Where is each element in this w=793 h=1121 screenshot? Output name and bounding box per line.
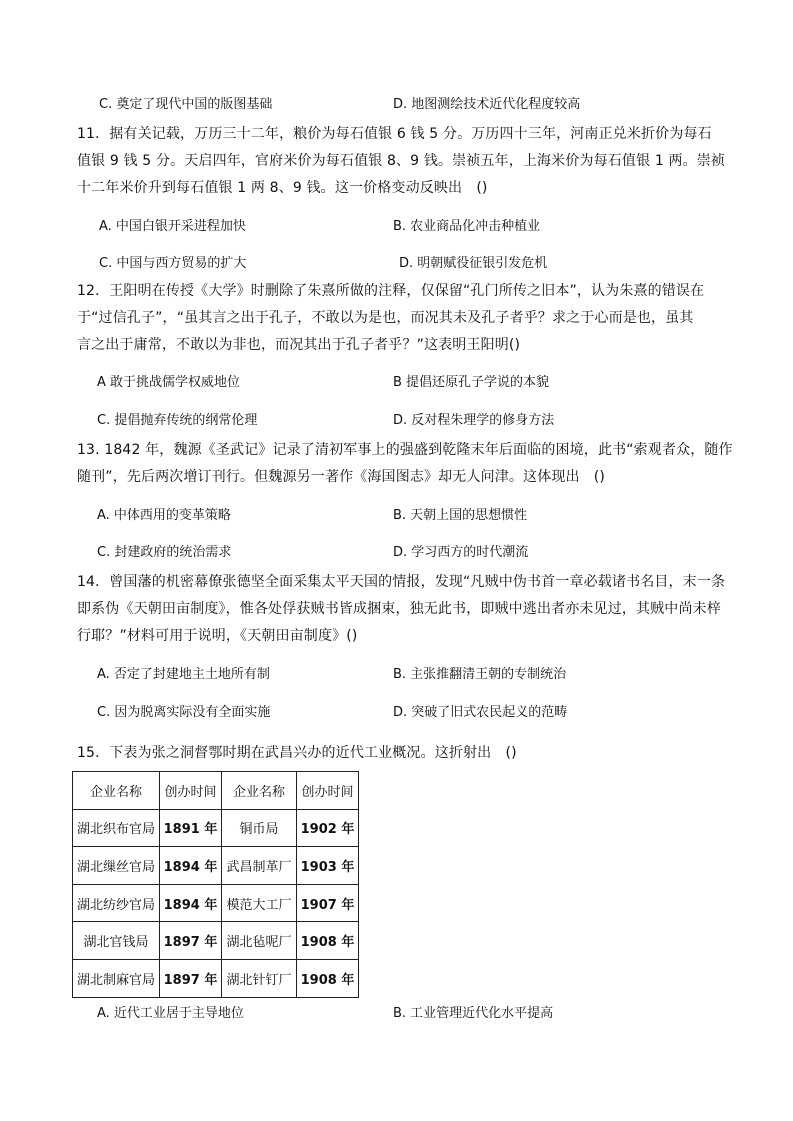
- q15-option-a: A. 近代工业居于主导地位: [97, 1006, 244, 1021]
- q10-option-c: C. 奠定了现代中国的版图基础: [99, 97, 273, 112]
- table-row: [73, 809, 359, 847]
- table-cell: 湖北织布官局: [73, 809, 160, 847]
- table-cell: 湖北缫丝官局: [73, 847, 160, 885]
- table-cell: 武昌制革厂: [222, 847, 297, 885]
- q12-option-d: D. 反对程朱理学的修身方法: [393, 413, 555, 428]
- table-cell: 1897 年: [160, 922, 222, 960]
- q15-stem-line-1: 15．下表为张之洞督鄂时期在武昌兴办的近代工业概况。这折射出 (): [77, 745, 517, 761]
- table-cell: 1908 年: [297, 959, 359, 997]
- q13-option-b: B. 天朝上国的思想惯性: [393, 508, 528, 523]
- table-cell: 湖北官钱局: [73, 922, 160, 960]
- table-row: [73, 847, 359, 885]
- enterprise-table: [72, 771, 359, 998]
- q12-stem-line-1: 12．王阳明在传授《大学》时删除了朱熹所做的注释，仅保留“孔门所传之旧本”，认为朱熹的错误在: [77, 283, 705, 299]
- q14-option-c: C. 因为脱离实际没有全面实施: [97, 705, 271, 720]
- table-cell: 1903 年: [297, 847, 359, 885]
- q14-option-a: A. 否定了封建地主土地所有制: [97, 667, 270, 682]
- table-cell: 湖北制麻官局: [73, 959, 160, 997]
- table-cell: 湖北纺纱官局: [73, 884, 160, 922]
- q14-stem-line-3: 行耶？”材料可用于说明，《天朝田亩制度》(): [77, 628, 358, 644]
- table-cell: 1897 年: [160, 959, 222, 997]
- q12-stem-line-2: 于“过信孔子”，“虽其言之出于孔子，不敢以为是也，而况其未及孔子者乎？求之于心而是也，虽其: [77, 310, 694, 326]
- table-row: [73, 884, 359, 922]
- q13-option-c: C. 封建政府的统治需求: [97, 545, 232, 560]
- q14-option-b: B. 主张推翻清王朝的专制统治: [393, 667, 567, 682]
- table-cell: 模范大工厂: [222, 884, 297, 922]
- table-cell: 1891 年: [160, 809, 222, 847]
- q13-option-a: A. 中体西用的变革策略: [97, 508, 231, 523]
- q12-option-c: C. 提倡抛弃传统的纲常伦理: [97, 413, 258, 428]
- q11-option-b: B. 农业商品化冲击种植业: [393, 219, 541, 234]
- table-header-row: [73, 772, 359, 810]
- q14-option-d: D. 突破了旧式农民起义的范畴: [393, 705, 568, 720]
- table-cell: 湖北针钉厂: [222, 959, 297, 997]
- q13-option-d: D. 学习西方的时代潮流: [393, 545, 529, 560]
- table-cell: 铜币局: [222, 809, 297, 847]
- table-cell: 1894 年: [160, 884, 222, 922]
- q14-stem-line-2: 即系伪《天朝田亩制度》，惟各处俘获贼书皆成捆束，独无此书，即贼中逃出者亦未见过，其贼中尚未梓: [77, 601, 721, 617]
- q11-stem-line-1: 11．据有关记载，万历三十二年，粮价为每石值银 6 钱 5 分。万历四十三年，河南正兑米折价为每石: [77, 126, 712, 142]
- table-row: [73, 922, 359, 960]
- q12-option-a: A 敢于挑战儒学权威地位: [97, 375, 241, 390]
- table-header-cell: 企业名称: [222, 772, 297, 810]
- q11-option-d: D. 明朝赋役征银引发危机: [399, 256, 548, 271]
- table-cell: 1894 年: [160, 847, 222, 885]
- table-cell: 1907 年: [297, 884, 359, 922]
- q11-stem-line-3: 十二年米价升到每石值银 1 两 8、9 钱。这一价格变动反映出 (): [77, 180, 488, 196]
- q12-option-b: B 提倡还原孔子学说的本貌: [393, 375, 550, 390]
- q11-option-c: C. 中国与西方贸易的扩大: [99, 256, 247, 271]
- q10-option-d: D. 地图测绘技术近代化程度较高: [393, 97, 581, 112]
- q14-stem-line-1: 14．曾国藩的机密幕僚张德坚全面采集太平天国的情报，发现“凡贼中伪书首一章必载诸书名目，末一条: [77, 574, 726, 590]
- q13-stem-line-2: 随刊”，先后两次增订刊行。但魏源另一著作《海国图志》却无人问津。这体现出 (): [77, 469, 606, 485]
- table-cell: 1902 年: [297, 809, 359, 847]
- q11-stem-line-2: 值银 9 钱 5 分。天启四年，官府米价为每石值银 8、9 钱。崇祯五年，上海米价为每石值银 1 两。崇祯: [77, 153, 726, 169]
- q11-option-a: A. 中国白银开采进程加快: [99, 219, 246, 234]
- table-header-cell: 创办时间: [297, 772, 359, 810]
- table-cell: 湖北毡呢厂: [222, 922, 297, 960]
- q12-stem-line-3: 言之出于庸常，不敢以为非也，而况其出于孔子者乎？”这表明王阳明(): [77, 337, 521, 353]
- table-row: [73, 959, 359, 997]
- table-header-cell: 创办时间: [160, 772, 222, 810]
- q15-option-b: B. 工业管理近代化水平提高: [393, 1006, 554, 1021]
- q13-stem-line-1: 13. 1842 年，魏源《圣武记》记录了清初军事上的强盛到乾隆末年后面临的困境，此书“索观者众，随作: [77, 442, 733, 458]
- table-cell: 1908 年: [297, 922, 359, 960]
- table-header-cell: 企业名称: [73, 772, 160, 810]
